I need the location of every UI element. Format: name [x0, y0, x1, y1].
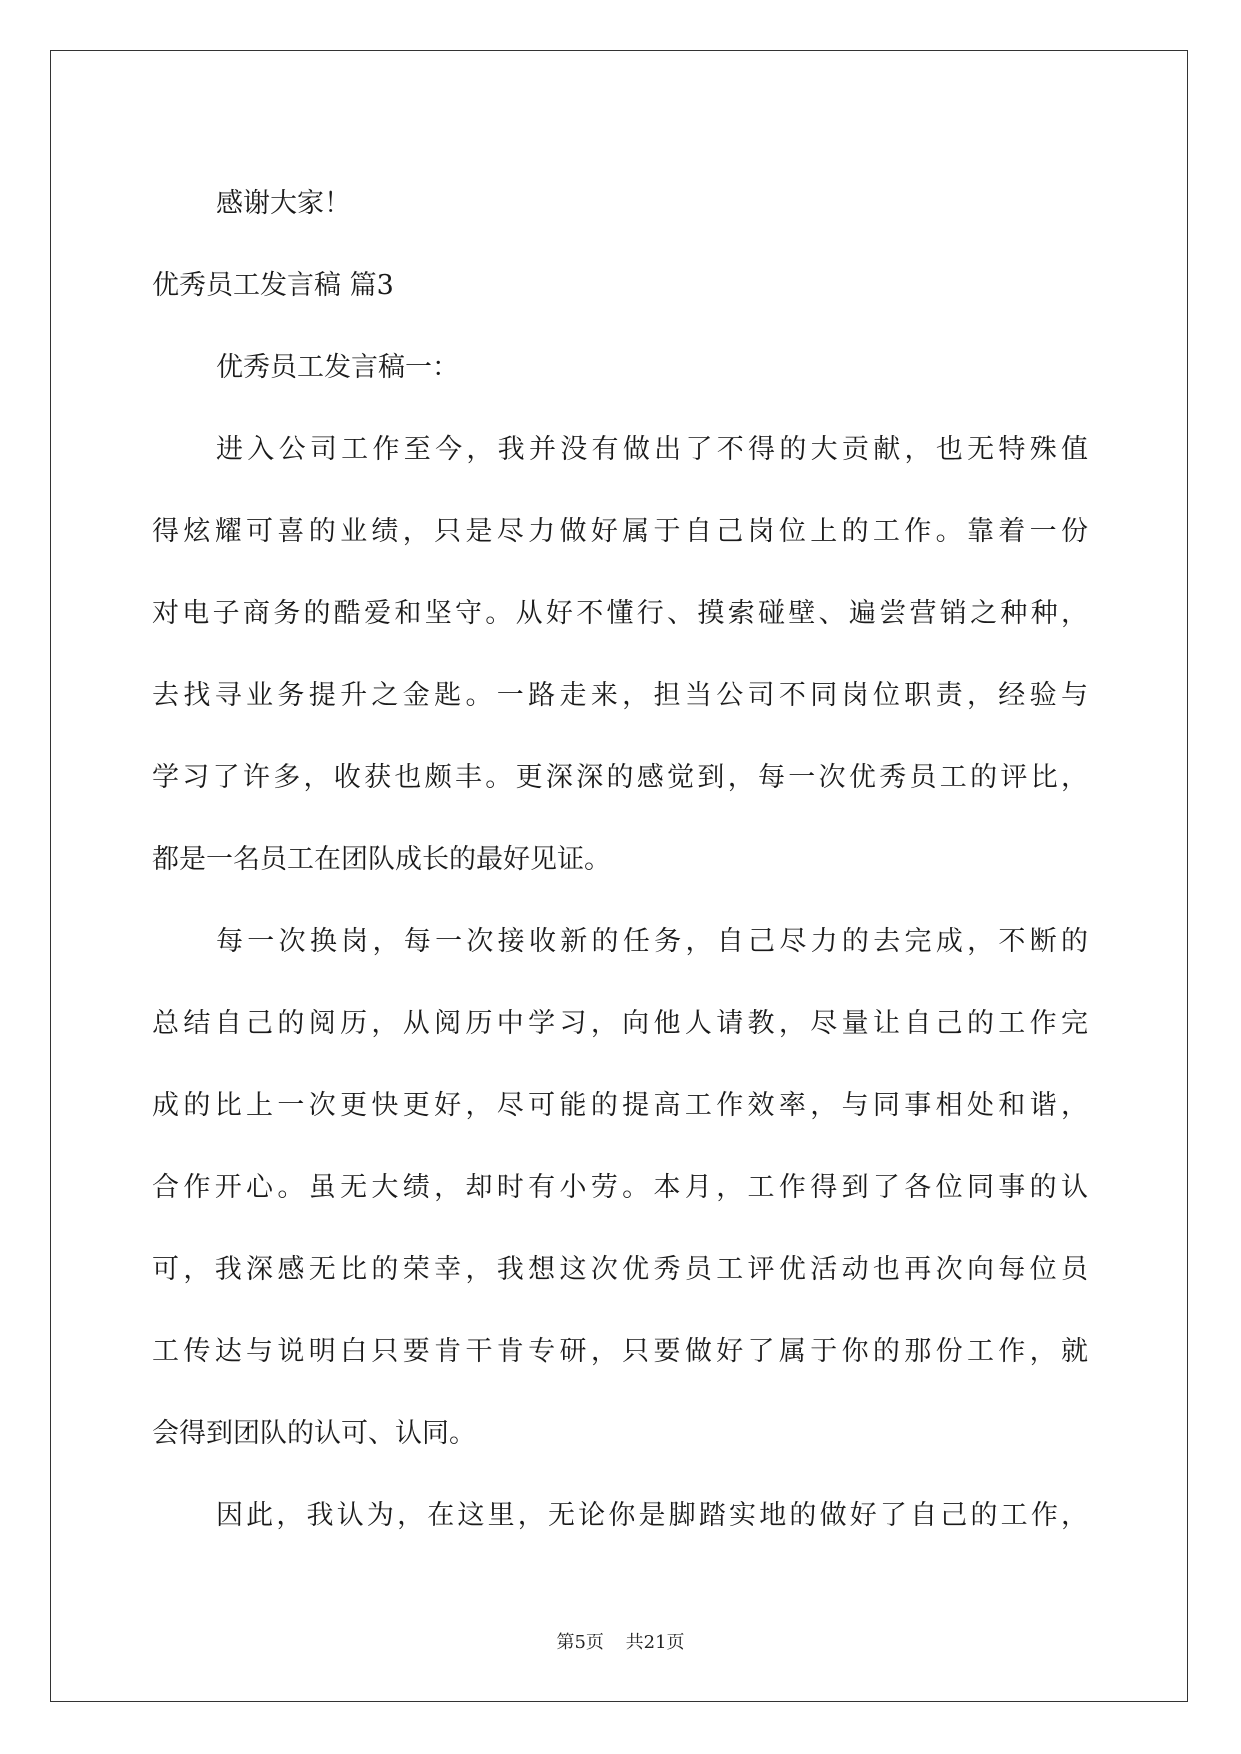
- text-line: 合作开心。虽无大绩，却时有小劳。本月，工作得到了各位同事的认: [152, 1172, 1088, 1203]
- text-line: 因此，我认为，在这里，无论你是脚踏实地的做好了自己的工作，: [216, 1500, 1088, 1531]
- text-line: 感谢大家！: [216, 188, 351, 219]
- text-line: 去找寻业务提升之金匙。一路走来，担当公司不同岗位职责，经验与: [152, 680, 1088, 711]
- text-line: 优秀员工发言稿一：: [216, 352, 459, 383]
- text-line: 都是一名员工在团队成长的最好见证。: [152, 844, 611, 875]
- page-number: 第5页: [556, 1632, 604, 1653]
- text-line: 工传达与说明白只要肯干肯专研，只要做好了属于你的那份工作，就: [152, 1336, 1088, 1367]
- document-body: [152, 163, 1088, 1557]
- text-line: 得炫耀可喜的业绩，只是尽力做好属于自己岗位上的工作。靠着一份: [152, 516, 1088, 547]
- text-line: 优秀员工发言稿 篇3: [152, 270, 394, 301]
- text-line: 总结自己的阅历，从阅历中学习，向他人请教，尽量让自己的工作完: [152, 1008, 1088, 1039]
- text-line: 每一次换岗，每一次接收新的任务，自己尽力的去完成，不断的: [216, 926, 1088, 957]
- text-line: 进入公司工作至今，我并没有做出了不得的大贡献，也无特殊值: [216, 434, 1088, 465]
- page-total: 共21页: [625, 1632, 685, 1653]
- page-footer: [0, 1628, 1241, 1654]
- text-line: 可，我深感无比的荣幸，我想这次优秀员工评优活动也再次向每位员: [152, 1254, 1088, 1285]
- text-line: 成的比上一次更快更好，尽可能的提高工作效率，与同事相处和谐，: [152, 1090, 1088, 1121]
- text-line: 学习了许多，收获也颇丰。更深深的感觉到，每一次优秀员工的评比，: [152, 762, 1088, 793]
- text-line: 对电子商务的酷爱和坚守。从好不懂行、摸索碰壁、遍尝营销之种种，: [152, 598, 1088, 629]
- text-line: 会得到团队的认可、认同。: [152, 1418, 476, 1449]
